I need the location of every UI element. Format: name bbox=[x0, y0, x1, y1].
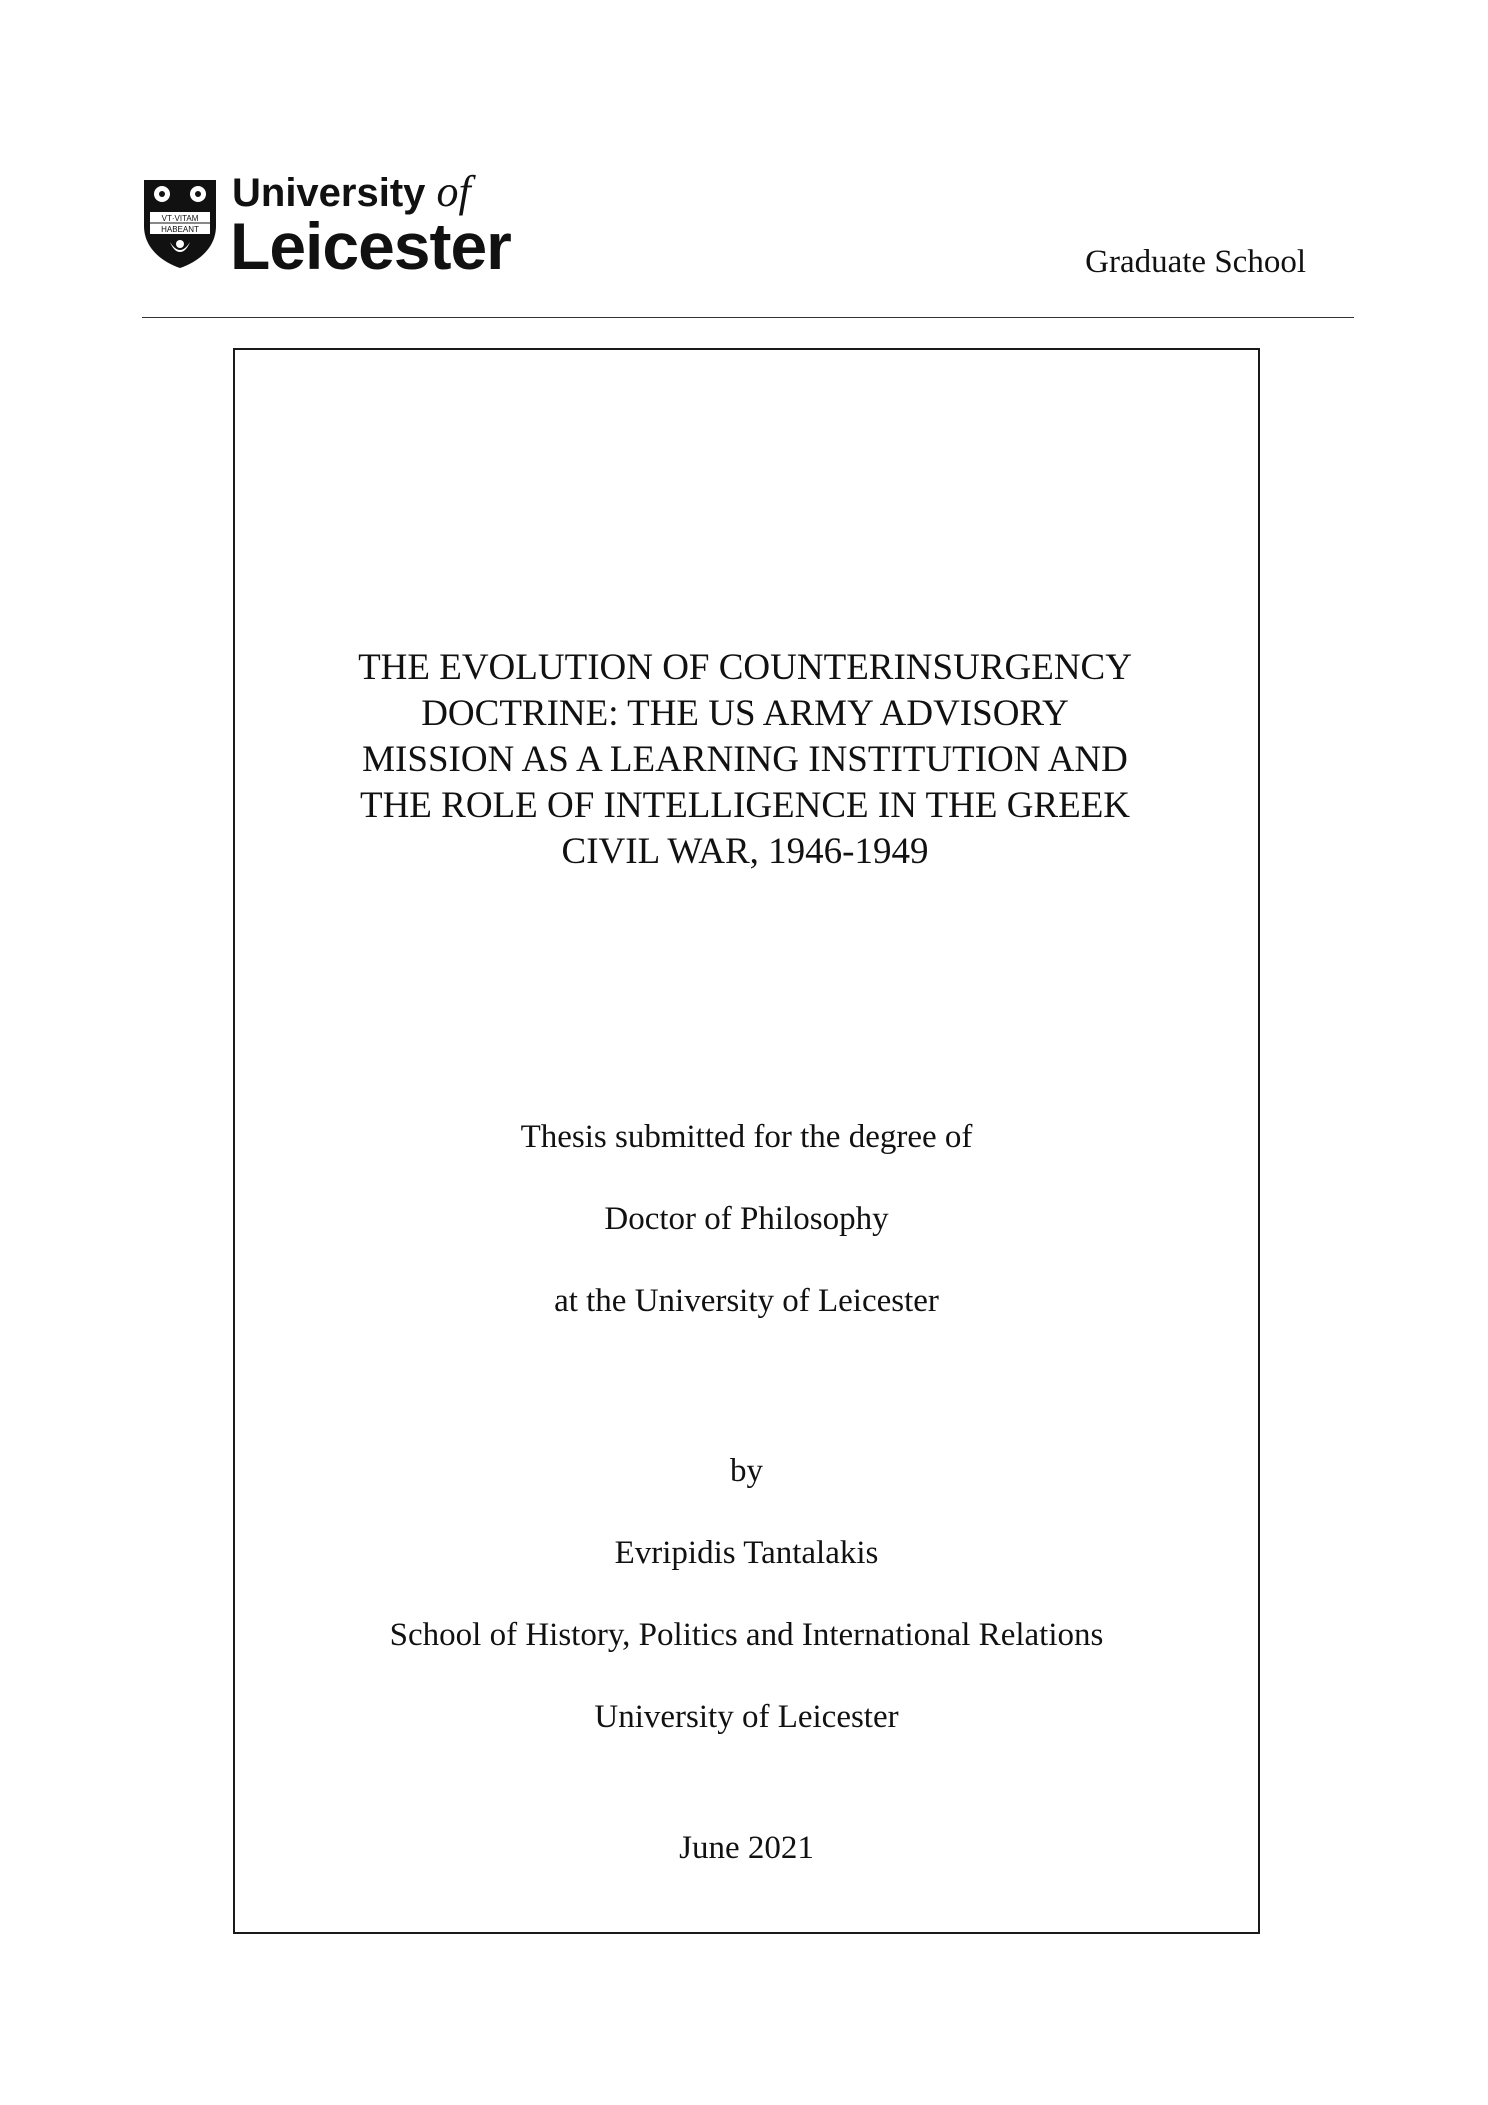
submission-statement: Thesis submitted for the degree of bbox=[520, 1119, 973, 1155]
submission-date: June 2021 bbox=[679, 1830, 814, 1866]
degree-name: Doctor of Philosophy bbox=[604, 1201, 889, 1237]
title-line: CIVIL WAR, 1946-1949 bbox=[561, 831, 929, 872]
title-line: THE EVOLUTION OF COUNTERINSURGENCY bbox=[358, 647, 1132, 688]
shield-crest-icon bbox=[142, 178, 218, 270]
title-line: THE ROLE OF INTELLIGENCE IN THE GREEK bbox=[359, 785, 1131, 826]
university-logo bbox=[142, 167, 542, 283]
title-line: MISSION AS A LEARNING INSTITUTION AND bbox=[362, 739, 1128, 780]
header-divider bbox=[142, 317, 1354, 318]
svg-text:VT·VITAM: VT·VITAM bbox=[161, 214, 199, 223]
thesis-title bbox=[290, 645, 1200, 875]
by-label: by bbox=[730, 1453, 763, 1489]
department-label: Graduate School bbox=[1085, 244, 1306, 280]
logo-wordmark-line2: Leicester bbox=[230, 209, 511, 283]
title-line: DOCTRINE: THE US ARMY ADVISORY bbox=[421, 693, 1069, 734]
svg-text:HABEANT: HABEANT bbox=[161, 225, 199, 234]
school-name: School of History, Politics and International Relations bbox=[389, 1617, 1104, 1653]
author-name: Evripidis Tantalakis bbox=[614, 1535, 879, 1571]
university-name: University of Leicester bbox=[594, 1699, 899, 1735]
logo-wordmark-line1: University of bbox=[232, 167, 471, 216]
institution-line: at the University of Leicester bbox=[554, 1283, 939, 1319]
